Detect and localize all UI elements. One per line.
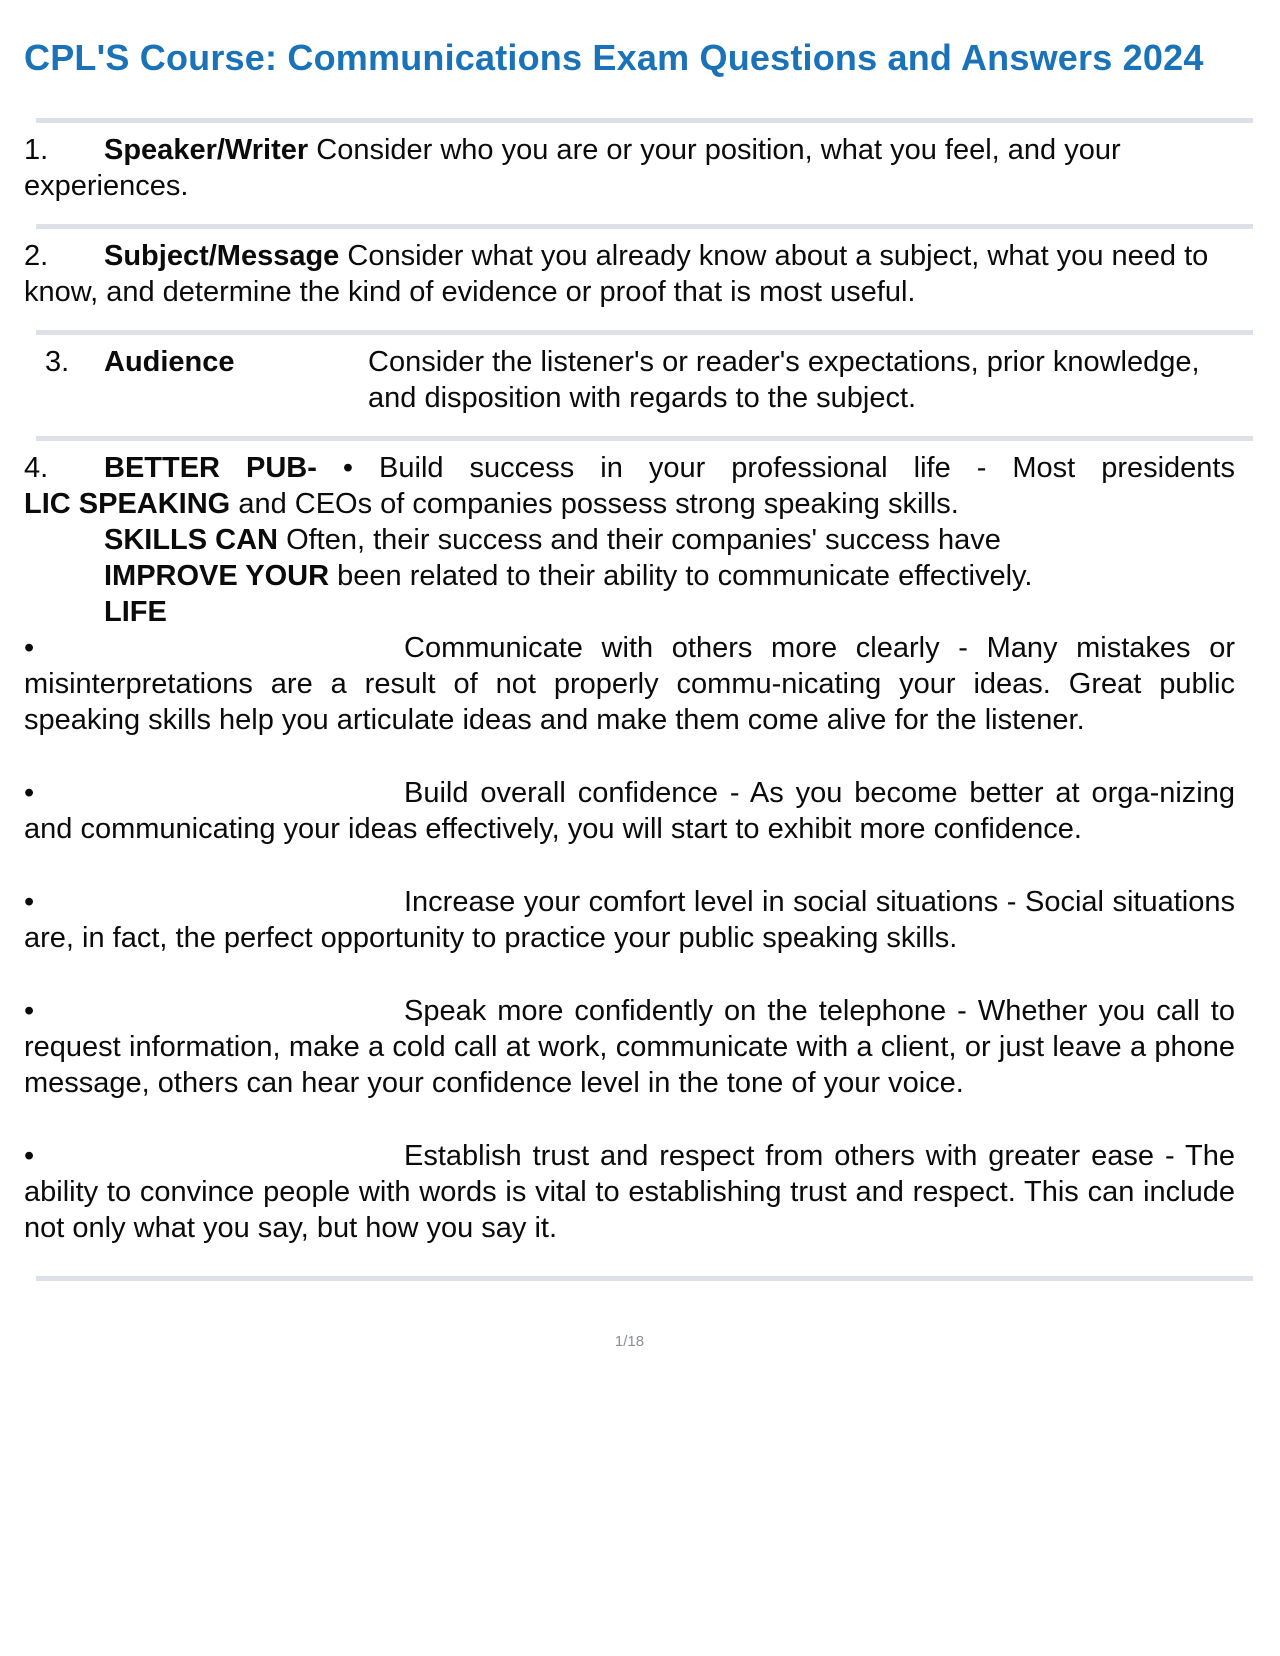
bullet-icon: • xyxy=(24,777,35,809)
page-indicator: 1/18 xyxy=(614,1333,645,1350)
item-text: Often, their success and their companies' success have xyxy=(286,524,1001,556)
numbered-item-4 xyxy=(24,450,1235,1246)
bullet-item xyxy=(24,1138,1235,1246)
item-term: Subject/Message xyxy=(104,240,340,272)
item-term: BETTER PUB- xyxy=(104,452,317,484)
bullet-item xyxy=(24,993,1235,1101)
item4-line xyxy=(24,594,1235,630)
item-term: SKILLS CAN xyxy=(104,524,278,556)
divider xyxy=(36,224,1253,229)
item-term: LIC SPEAKING xyxy=(24,488,231,520)
bullet-icon: • xyxy=(24,995,35,1027)
numbered-item-2 xyxy=(24,238,1235,310)
bullet-item xyxy=(24,884,1235,956)
item-term: IMPROVE YOUR xyxy=(104,560,330,592)
item4-line xyxy=(24,486,1235,522)
item4-line xyxy=(24,558,1235,594)
bullet-text: Communicate with others more clearly - Many mistakes or misinterpretations are a result of not properly commu-nicating your ideas. Great public speaking skills help you articulate ideas and make them come alive for the listener. xyxy=(24,632,1235,736)
item-text: and CEOs of companies possess strong speaking skills. xyxy=(238,488,959,520)
divider xyxy=(36,436,1253,441)
numbered-item-3 xyxy=(24,344,1235,416)
bullet-text: Establish trust and respect from others with greater ease - The ability to convince people with words is vital to establishing trust and respect. This can include not only what you say, but how you say it. xyxy=(24,1140,1235,1244)
item-term: LIFE xyxy=(104,596,167,628)
bullet-icon: • xyxy=(24,1140,35,1172)
bullet-item xyxy=(24,630,1235,738)
item-number: 3. xyxy=(45,346,70,378)
bullet-item xyxy=(24,775,1235,847)
item-text: • Build success in your professional life - Most presidents xyxy=(342,452,1235,484)
item-text: been related to their ability to communicate effectively. xyxy=(337,560,1033,592)
divider xyxy=(36,118,1253,123)
item-text: Consider who you are or your position, what you feel, and your experiences. xyxy=(24,134,1121,202)
item-number: 4. xyxy=(24,452,49,484)
item-text: Consider the listener's or reader's expectations, prior knowledge, and disposition with regards to the subject. xyxy=(368,346,1200,414)
item-term: Audience xyxy=(104,346,235,378)
page-title: CPL'S Course: Communications Exam Questions and Answers 2024 xyxy=(24,37,1204,78)
bullet-text: Build overall confidence - As you become better at orga-nizing and communicating your ideas effectively, you will start to exhibit more confidence. xyxy=(24,777,1235,845)
item-number: 1. xyxy=(24,134,49,166)
divider xyxy=(36,330,1253,335)
bullet-text: Increase your comfort level in social situations - Social situations are, in fact, the perfect opportunity to practice your public speaking skills. xyxy=(24,886,1235,954)
bullet-icon: • xyxy=(24,886,35,918)
item-text: Consider what you already know about a subject, what you need to know, and determine the kind of evidence or proof that is most useful. xyxy=(24,240,1209,308)
item4-line xyxy=(24,522,1235,558)
numbered-item-1 xyxy=(24,132,1235,204)
item4-line xyxy=(24,450,1235,486)
item-term: Speaker/Writer xyxy=(104,134,309,166)
divider xyxy=(36,1276,1253,1281)
bullet-text: Speak more confidently on the telephone - Whether you call to request information, make a cold call at work, communicate with a client, or just leave a phone message, others can hear your confidence level in the tone of your voice. xyxy=(24,995,1235,1099)
item-number: 2. xyxy=(24,240,49,272)
bullet-icon: • xyxy=(24,632,35,664)
